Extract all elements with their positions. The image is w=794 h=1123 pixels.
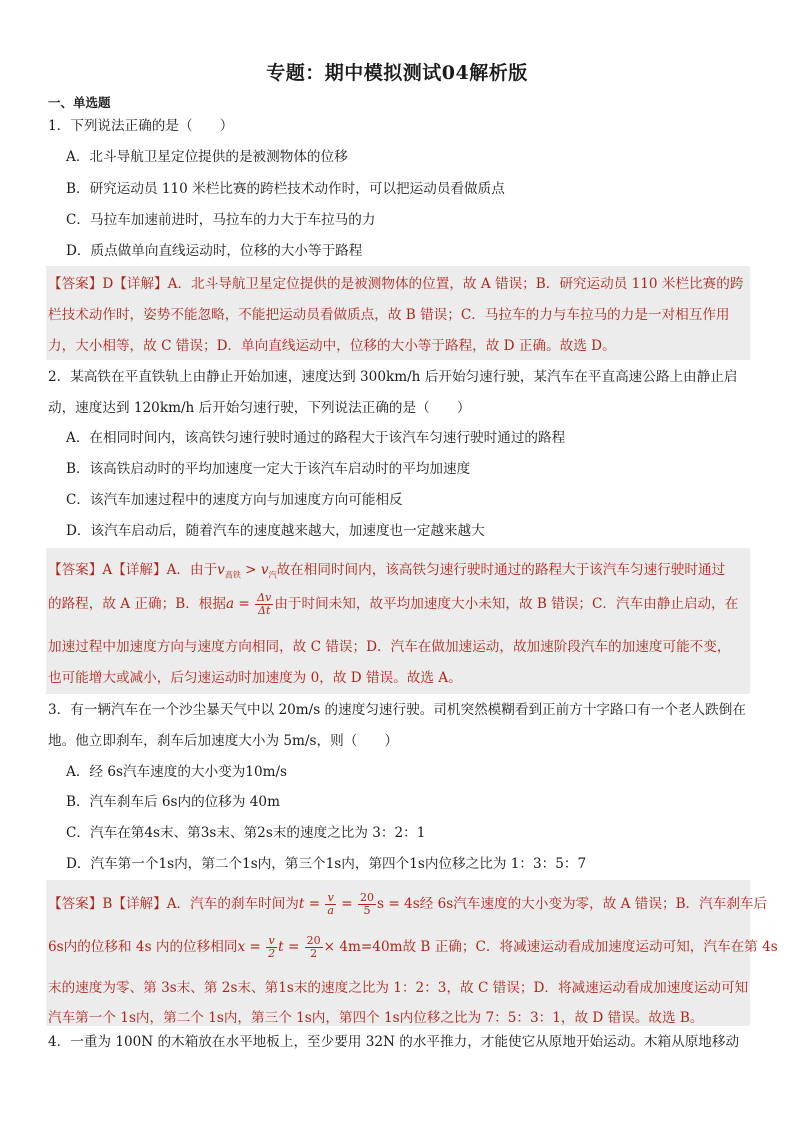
question-3-stem-line: 地。他立即刹车，刹车后加速度大小为 5m/s，则（ ）	[48, 733, 399, 749]
question-1-option-c: C．马拉车加速前进时，马拉车的力大于车拉马的力	[66, 212, 376, 228]
numerator: v	[325, 892, 336, 905]
displacement-symbol: x	[237, 939, 246, 955]
numerator: v	[266, 935, 277, 948]
answer-line: 末的速度为零、第 3s末、第 2s末、第1s末的速度之比为 1：2：3，故 C 错误；D．将减速运动看成加速度运动可知	[48, 980, 749, 996]
answer-line: 力，大小相等，故 C 错误；D．单向直线运动中，位移的大小等于路程，故 D 正确。故选 D。	[48, 338, 616, 354]
answer-text: × 4m=40m故 B 正确；C．将减速运动看成加速度运动可知，汽车在第 4s	[323, 939, 778, 955]
question-1-option-a: A．北斗导航卫星定位提供的是被测物体的位移	[66, 149, 348, 165]
answer-text: 由于时间未知，故平均加速度大小未知，故 B 错误；C．汽车由静止启动，在	[274, 596, 739, 612]
numerator: 20	[360, 891, 375, 904]
question-3-stem-line: 3．有一辆汽车在一个沙尘暴天气中以 20m/s 的速度匀速行驶。司机突然模糊看到正前方十字路口有一个老人跌倒在	[48, 702, 746, 718]
question-3-option-b: B．汽车刹车后 6s内的位移为 40m	[66, 794, 280, 810]
question-2-stem-line: 动，速度达到 120km/h 后开始匀速行驶，下列说法正确的是（ ）	[48, 400, 471, 416]
equals-sign: =	[336, 896, 358, 912]
numerator: 20	[306, 934, 321, 947]
question-2-option-d: D．该汽车启动后，随着汽车的速度越来越大，加速度也一定越来越大	[66, 523, 485, 539]
fraction	[305, 935, 323, 960]
answer-text: 6s内的位移和 4s 内的位移相同	[48, 939, 238, 955]
question-3-option-d: D．汽车第一个1s内，第二个1s内，第三个1s内，第四个1s内位移之比为 1：3：5：7	[66, 856, 587, 872]
fraction	[266, 935, 277, 960]
answer-line: 汽车第一个 1s内，第二个 1s内，第三个 1s内，第四个 1s内位移之比为 7：5：3：1，故 D 错误。故选 B。	[48, 1010, 704, 1026]
question-2-stem-line: 2．某高铁在平直铁轨上由静止开始加速，速度达到 300km/h 后开始匀速行驶，某汽车在平直高速公路上由静止启	[48, 369, 738, 385]
fraction	[325, 892, 336, 917]
denominator: 2	[268, 947, 276, 960]
acceleration-symbol: a	[225, 596, 235, 612]
answer-line: 也可能增大或减小，后匀速运动时加速度为 0，故 D 错误。故选 A。	[48, 670, 462, 686]
numerator: Δv	[257, 591, 272, 604]
question-3-option-c: C．汽车在第4s末、第3s末、第2s末的速度之比为 3：2：1	[66, 825, 426, 841]
equals-sign: =	[234, 596, 255, 612]
equals-sign: =	[245, 939, 266, 955]
question-1-stem: 1．下列说法正确的是（ ）	[48, 118, 234, 134]
velocity-symbol: v	[260, 562, 269, 578]
answer-line	[48, 558, 725, 581]
answer-line	[48, 935, 778, 960]
question-4-stem: 4．一重为 100N 的木箱放在水平地板上，至少要用 32N 的水平推力，才能使它从原地开始运动。木箱从原地移动	[48, 1034, 740, 1050]
velocity-symbol: v	[217, 562, 225, 578]
page-title: 专题：期中模拟测试04解析版	[266, 62, 528, 84]
subscript: 高铁	[224, 570, 241, 580]
question-2-option-b: B．该高铁启动时的平均加速度一定大于该汽车启动时的平均加速度	[66, 461, 471, 477]
answer-line: 【答案】D【详解】A．北斗导航卫星定位提供的是被测物体的位置，故 A 错误；B．研究运动员 110 米栏比赛的跨	[48, 276, 744, 292]
answer-text: 的路程，故 A 正确；B．根据	[48, 596, 226, 612]
answer-line: 栏技术动作时，姿势不能忽略，不能把运动员看做质点，故 B 错误；C．马拉车的力与车拉马的力是一对相互作用	[48, 307, 730, 323]
fraction	[358, 892, 376, 917]
answer-text: s = 4s经 6s汽车速度的大小变为零，故 A 错误；B．汽车刹车后	[377, 896, 768, 912]
fraction	[255, 592, 273, 617]
answer-line: 加速过程中加速度方向与速度方向相同，故 C 错误；D．汽车在做加速运动，故加速阶段汽车的加速度可能不变，	[48, 639, 731, 655]
answer-text: 故在相同时间内，该高铁匀速行驶时通过的路程大于该汽车匀速行驶时通过	[276, 562, 726, 578]
question-2-option-c: C．该汽车加速过程中的速度方向与加速度方向可能相反	[66, 492, 403, 508]
section-heading: 一、单选题	[48, 95, 111, 110]
subscript: 汽	[268, 570, 277, 580]
denominator: a	[327, 904, 334, 917]
answer-line	[48, 592, 738, 617]
question-3-answer	[46, 880, 778, 1026]
question-3-option-a: A．经 6s汽车速度的大小变为10m/s	[66, 764, 288, 780]
answer-line	[48, 892, 767, 917]
denominator: Δt	[258, 604, 271, 617]
question-2-option-a: A．在相同时间内，该高铁匀速行驶时通过的路程大于该汽车匀速行驶时通过的路程	[66, 430, 566, 446]
question-1-answer	[46, 266, 750, 360]
time-symbol: t	[298, 896, 305, 912]
equals-sign: =	[304, 896, 325, 912]
denominator: 5	[363, 904, 371, 917]
denominator: 2	[310, 947, 318, 960]
question-1-option-b: B．研究运动员 110 米栏比赛的跨栏技术动作时，可以把运动员看做质点	[66, 181, 505, 197]
answer-text: 【答案】A【详解】A．由于	[48, 562, 218, 578]
question-1-option-d: D．质点做单向直线运动时，位移的大小等于路程	[66, 243, 363, 259]
answer-text: 【答案】B【详解】A．汽车的刹车时间为	[48, 896, 299, 912]
time-term: t =	[278, 939, 304, 955]
comparison-sign: >	[240, 562, 261, 578]
question-2-answer	[46, 548, 750, 694]
